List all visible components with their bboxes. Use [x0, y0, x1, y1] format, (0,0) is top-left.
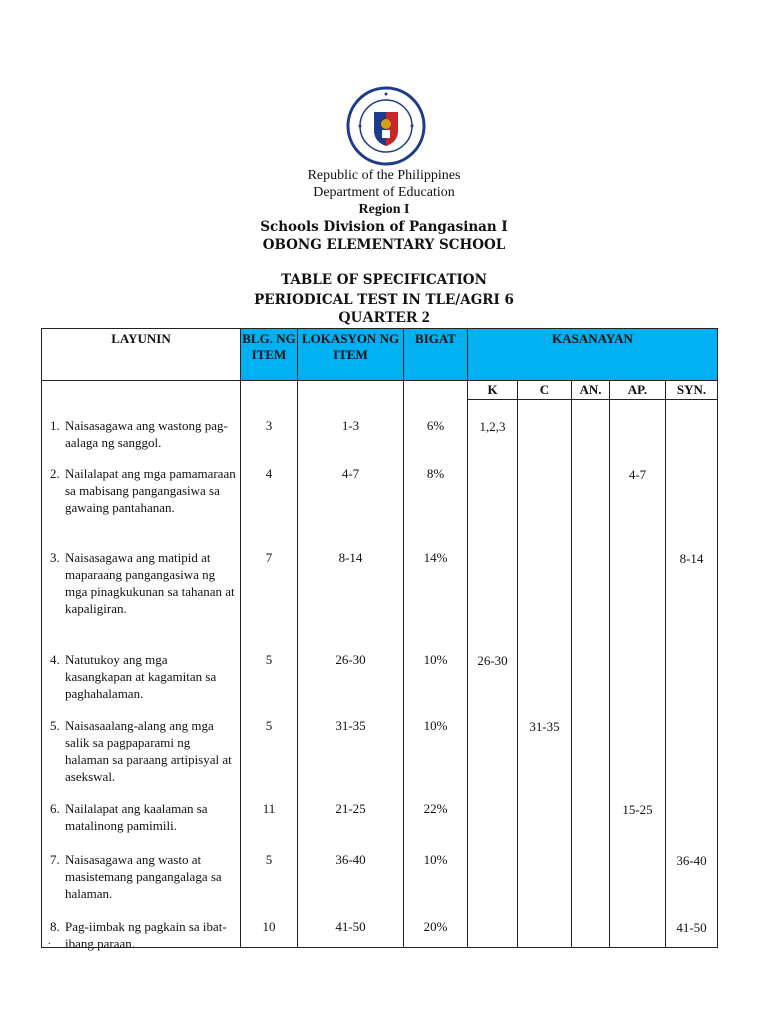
- skill-syn-7: 36-40: [676, 853, 707, 868]
- column-bigat: [404, 381, 468, 948]
- objective-8: [50, 918, 236, 952]
- item-count-8: 10: [262, 919, 276, 934]
- document-title: TABLE OF SPECIFICATION: [281, 272, 487, 288]
- item-location-2: 4-7: [341, 466, 360, 481]
- skill-header-c: C: [518, 381, 572, 400]
- skill-syn-3: 8-14: [679, 551, 704, 566]
- column-layunin: [42, 381, 241, 951]
- header-kasanayan: KASANAYAN: [468, 329, 718, 381]
- skill-syn-8: 41-50: [676, 920, 707, 935]
- item-location-1: 1-3: [341, 418, 360, 433]
- item-weight-6: 22%: [423, 801, 448, 816]
- column-c: [518, 400, 572, 948]
- item-location-5: 31-35: [335, 718, 366, 733]
- item-weight-4: 10%: [423, 652, 448, 667]
- skill-header-an: AN.: [572, 381, 610, 400]
- specification-table: [41, 328, 718, 951]
- objective-number: 7.: [50, 852, 60, 867]
- item-count-3: 7: [265, 550, 273, 565]
- column-k: [468, 400, 518, 948]
- item-location-4: 26-30: [335, 652, 366, 667]
- objective-text: Naisasagawa ang wastong pag-aalaga ng sanggol.: [65, 418, 228, 450]
- item-weight-2: 8%: [426, 466, 445, 481]
- school-name: OBONG ELEMENTARY SCHOOL: [262, 237, 506, 253]
- item-count-5: 5: [265, 718, 273, 733]
- header-lokasyon: LOKASYON NG ITEM: [298, 329, 404, 381]
- item-weight-8: 20%: [423, 919, 448, 934]
- column-syn: [666, 400, 718, 948]
- item-weight-7: 10%: [423, 852, 448, 867]
- objective-7: [50, 851, 236, 902]
- item-count-6: 11: [262, 801, 276, 816]
- item-location-8: 41-50: [335, 919, 366, 934]
- item-location-6: 21-25: [335, 801, 366, 816]
- objective-3: [50, 549, 236, 617]
- item-weight-1: 6%: [426, 418, 445, 433]
- item-weight-3: 14%: [423, 550, 448, 565]
- objective-number: 8.: [50, 919, 60, 934]
- objective-text: Nailalapat ang kaalaman sa matalinong pamimili.: [65, 801, 208, 833]
- objective-number: 3.: [50, 550, 60, 565]
- objective-number: 6.: [50, 801, 60, 816]
- item-count-4: 5: [265, 652, 273, 667]
- objective-number: 5.: [50, 718, 60, 733]
- objective-5: [50, 717, 236, 785]
- objective-number: 1.: [50, 418, 60, 433]
- item-count-1: 3: [265, 418, 273, 433]
- header-bigat: BIGAT: [404, 329, 468, 381]
- objective-text: Nailalapat ang mga pamamaraan sa mabisang pangangasiwa sa gawaing pantahanan.: [65, 466, 236, 515]
- item-location-3: 8-14: [338, 550, 363, 565]
- item-weight-5: 10%: [423, 718, 448, 733]
- item-count-2: 4: [265, 466, 273, 481]
- objective-text: Naisasagawa ang wasto at masistemang pangangalaga sa halaman.: [65, 852, 222, 901]
- header-layunin: LAYUNIN: [42, 329, 241, 381]
- objective-2: [50, 465, 236, 516]
- objective-text: Naisasaalang-alang ang mga salik sa pagpaparami ng halaman sa paraang artipisyal at asekswal.: [65, 718, 232, 784]
- skill-ap-6: 15-25: [622, 802, 653, 817]
- item-location-7: 36-40: [335, 852, 366, 867]
- skill-header-ap: AP.: [610, 381, 666, 400]
- trailing-mark: .: [48, 936, 51, 947]
- deped-seal: [346, 86, 426, 166]
- skill-k-1: 1,2,3: [479, 419, 506, 434]
- column-blg: [241, 381, 298, 948]
- objective-4: [50, 651, 236, 702]
- skill-ap-2: 4-7: [628, 467, 647, 482]
- header-blg-ng-item: BLG. NG ITEM: [241, 329, 298, 381]
- column-lokasyon: [298, 381, 404, 948]
- skill-header-k: K: [468, 381, 518, 400]
- department-line: Department of Education: [313, 185, 455, 200]
- skill-header-syn: SYN.: [666, 381, 718, 400]
- region-line: Region I: [358, 202, 410, 217]
- objective-6: [50, 800, 236, 834]
- objective-1: [50, 417, 236, 451]
- skill-c-5: 31-35: [529, 719, 560, 734]
- item-count-7: 5: [265, 852, 273, 867]
- division-line: Schools Division of Pangasinan I: [260, 219, 508, 235]
- test-title: PERIODICAL TEST IN TLE/AGRI 6: [254, 292, 514, 308]
- republic-line: Republic of the Philippines: [307, 168, 461, 183]
- quarter-label: QUARTER 2: [338, 309, 430, 326]
- deped-seal-icon: [346, 86, 426, 166]
- objective-text: Pag-iimbak ng pagkain sa ibat-ibang paraan.: [65, 919, 227, 951]
- column-an: [572, 400, 610, 948]
- column-ap: [610, 400, 666, 948]
- objective-number: 4.: [50, 652, 60, 667]
- objective-text: Naisasagawa ang matipid at maparaang pangangasiwa ng mga pinagkukunan sa tahanan at kapaligiran.: [65, 550, 235, 616]
- objective-text: Natutukoy ang mga kasangkapan at kagamitan sa paghahalaman.: [65, 652, 217, 701]
- skill-k-4: 26-30: [477, 653, 508, 668]
- objective-number: 2.: [50, 466, 60, 481]
